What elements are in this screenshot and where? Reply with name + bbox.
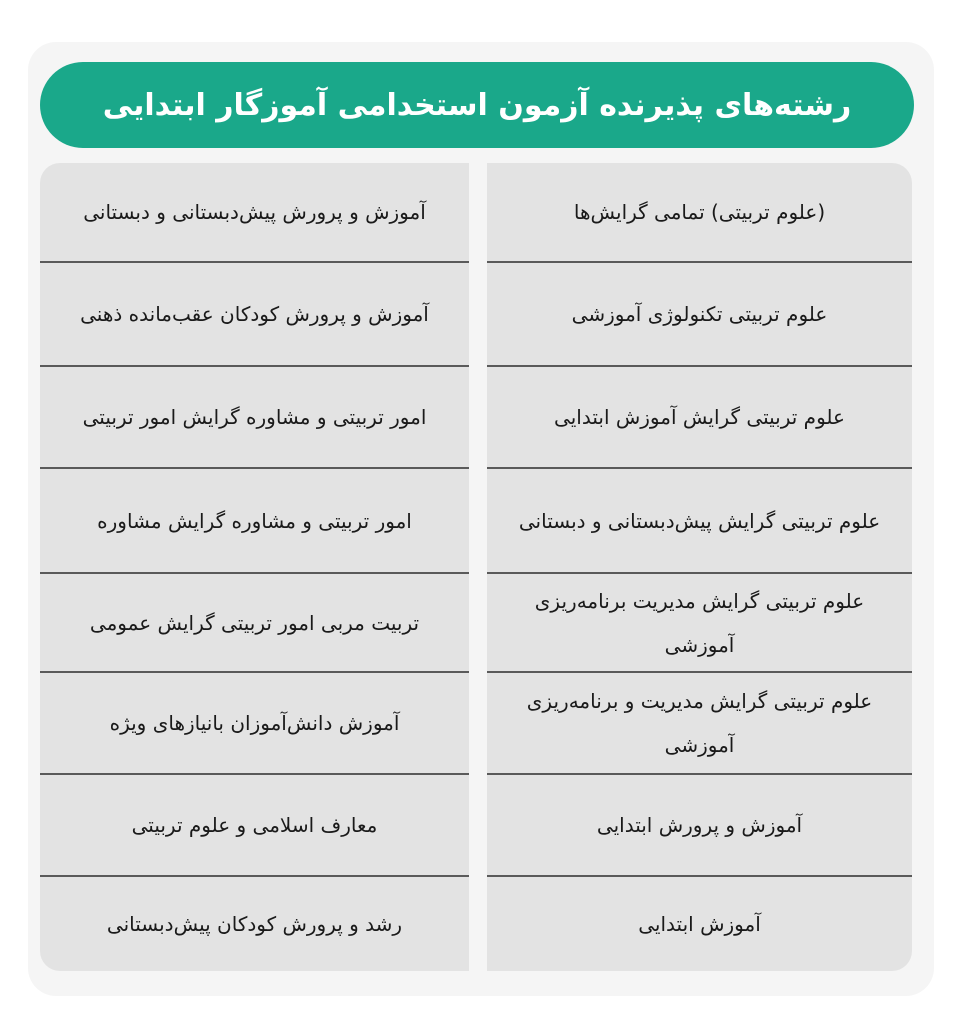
table-cell-left: تربیت مربی امور تربیتی گرایش عمومی — [40, 572, 469, 671]
left-column — [40, 163, 469, 971]
right-column — [487, 163, 912, 971]
page-title: رشته‌های پذیرنده آزمون استخدامی آموزگار ابتدایی — [40, 62, 914, 148]
table-cell-left: آموزش و پرورش کودکان عقب‌مانده ذهنی — [40, 261, 469, 365]
table-cell-left: امور تربیتی و مشاوره گرایش امور تربیتی — [40, 365, 469, 467]
table-cell-right: علوم تربیتی گرایش مدیریت برنامه‌ریزی آموزشی — [487, 572, 912, 671]
table-cell-left: معارف اسلامی و علوم تربیتی — [40, 773, 469, 875]
table-cell-left: آموزش و پرورش پیش‌دبستانی و دبستانی — [83, 200, 426, 224]
table-cell-left: امور تربیتی و مشاوره گرایش مشاوره — [40, 467, 469, 572]
table-cell-right: علوم تربیتی گرایش آموزش ابتدایی — [487, 365, 912, 467]
table-cell-right: علوم تربیتی تکنولوژی آموزشی — [487, 261, 912, 365]
table-cell-left: رشد و پرورش کودکان پیش‌دبستانی — [40, 875, 469, 971]
table-cell-right: آموزش ابتدایی — [487, 875, 912, 971]
table-cell-right: علوم تربیتی گرایش پیش‌دبستانی و دبستانی — [487, 467, 912, 572]
table-cell-right: علوم تربیتی گرایش مدیریت و برنامه‌ریزی آموزشی — [487, 671, 912, 773]
table-cell-right: آموزش و پرورش ابتدایی — [487, 773, 912, 875]
table-cell-left: آموزش دانش‌آموزان بانیازهای ویژه — [40, 671, 469, 773]
table-cell-right: (علوم تربیتی) تمامی گرایش‌ها — [573, 200, 826, 224]
